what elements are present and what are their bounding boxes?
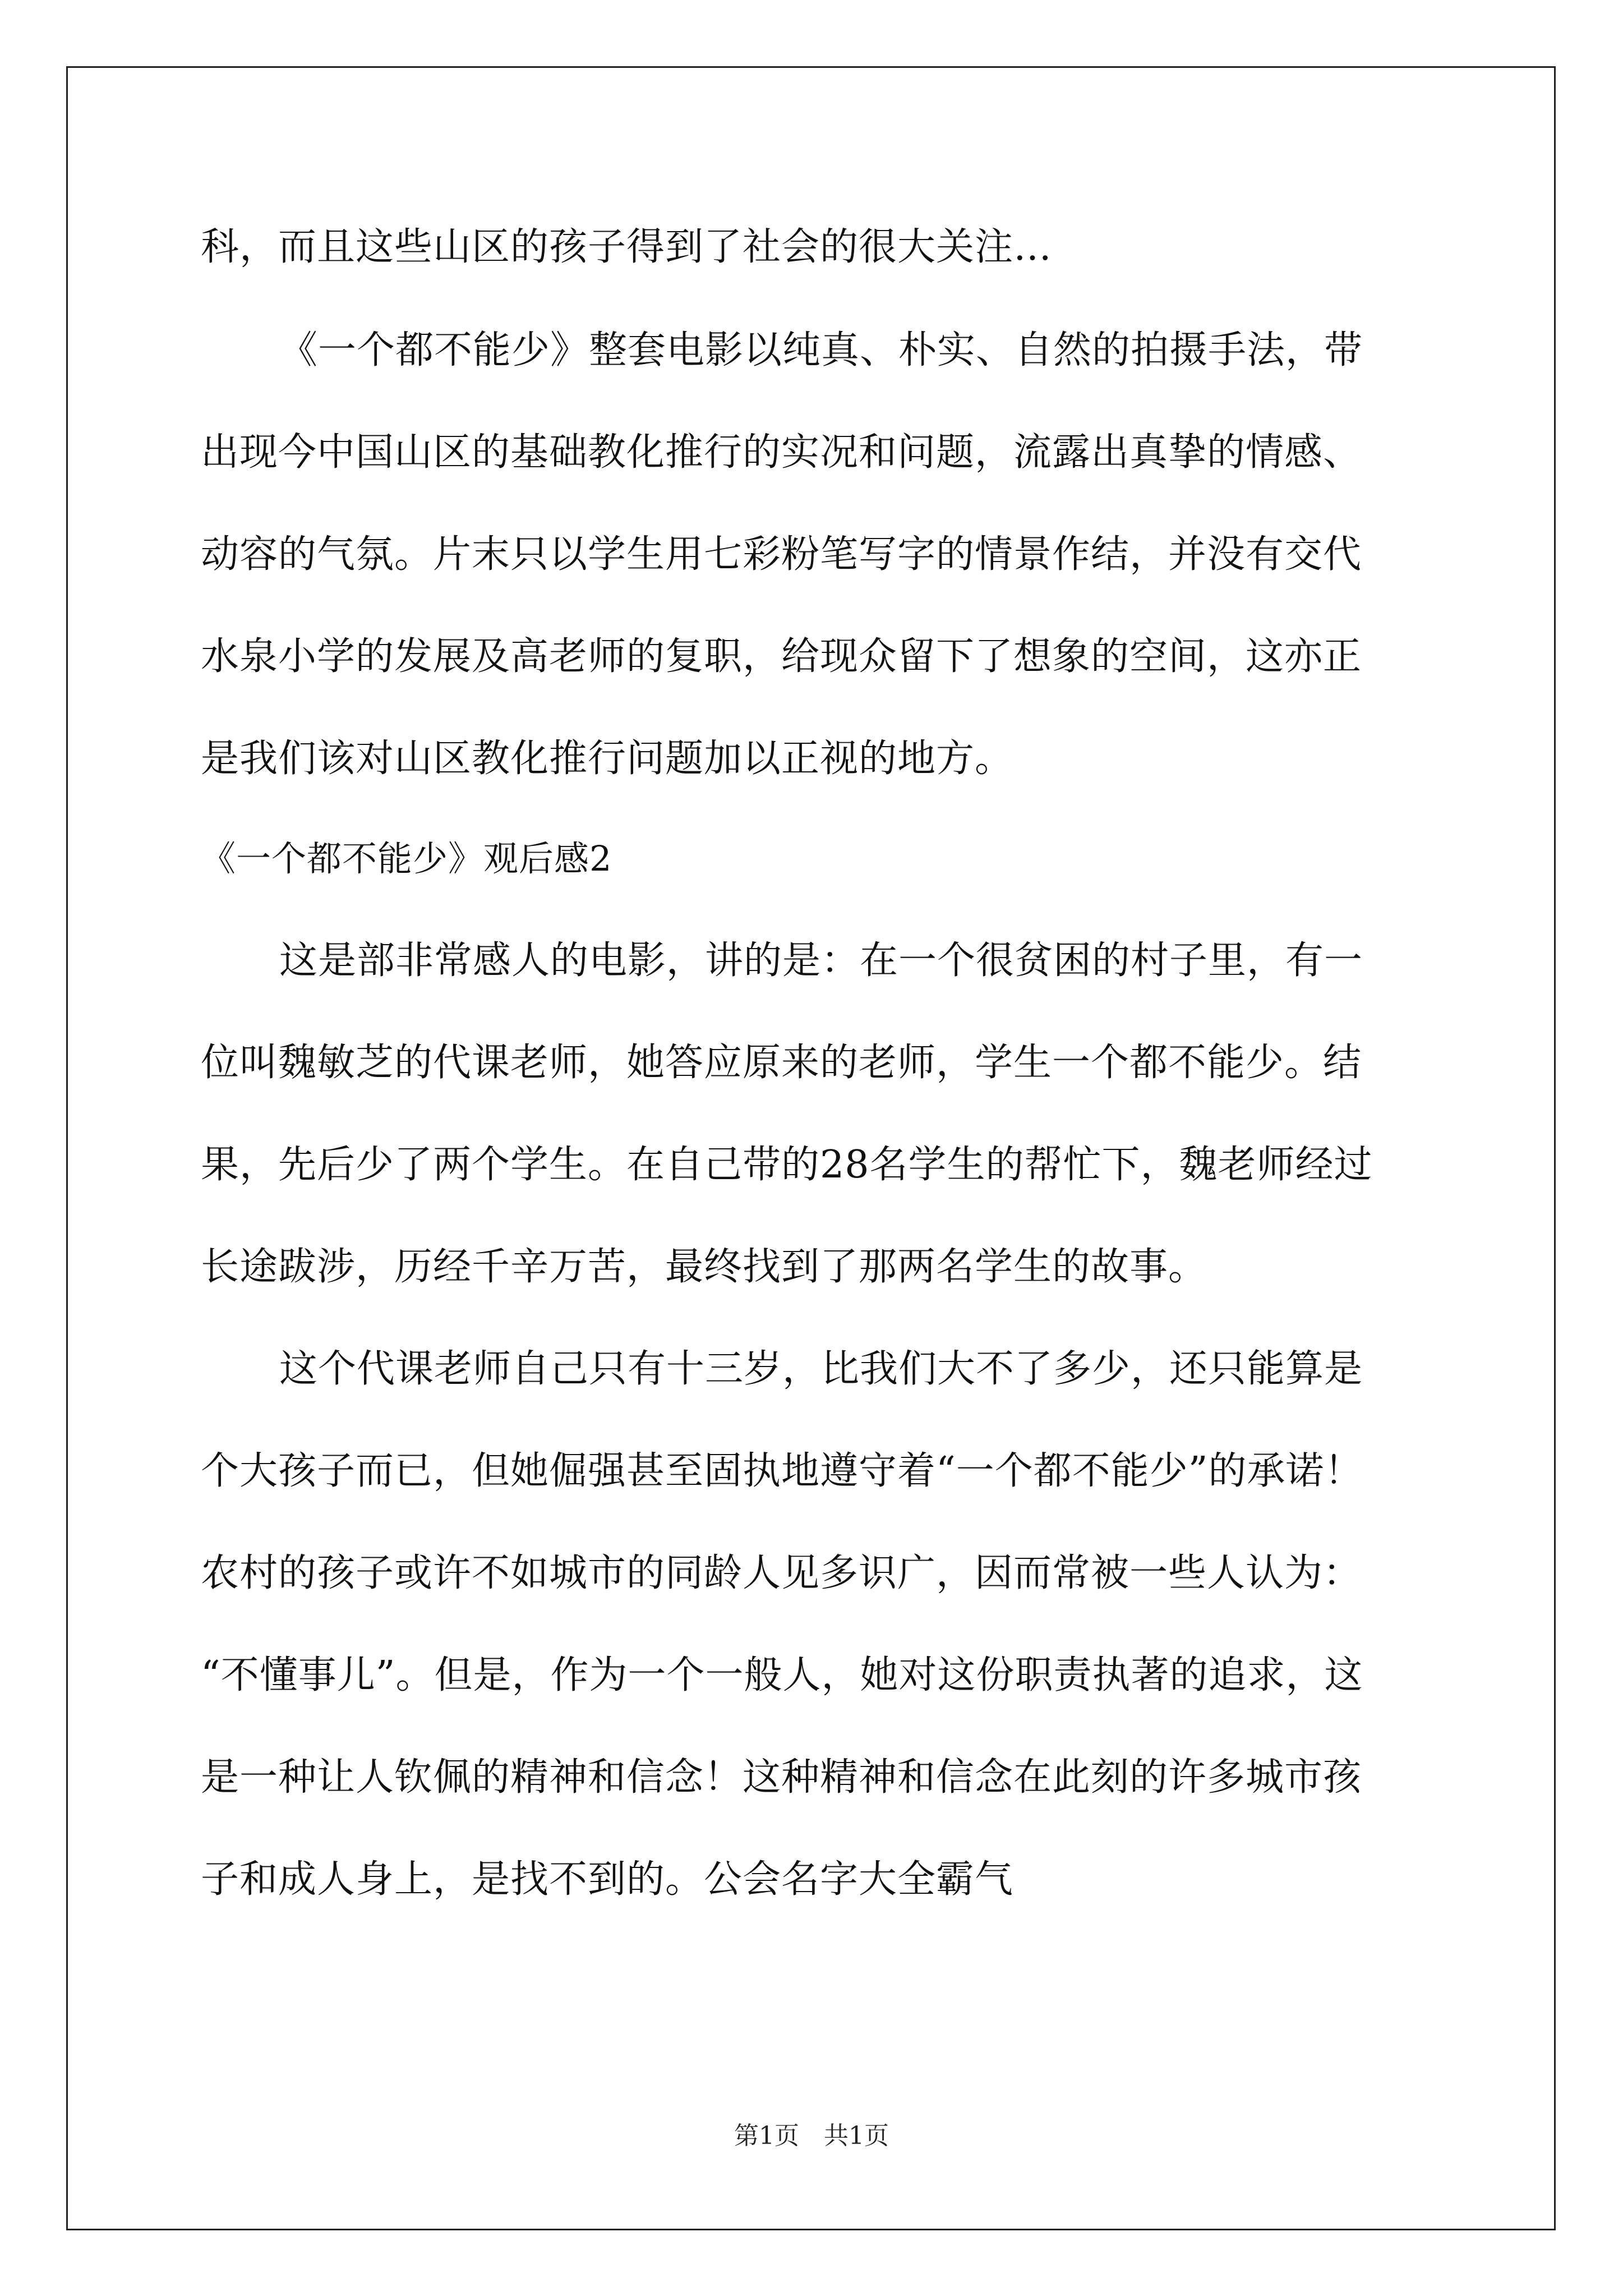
- paragraph-3-line-1: 这是部非常感人的电影，讲的是：在一个很贫困的村子里，有一: [279, 938, 1363, 983]
- paragraph-4-line-1: 这个代课老师自己只有十三岁，比我们大不了多少，还只能算是: [279, 1347, 1363, 1391]
- paragraph-4-line-4: “不懂事儿”。但是，作为一个一般人，她对这份职责执著的追求，这: [201, 1653, 1363, 1697]
- paragraph-2-line-4: 水泉小学的发展及高老师的复职，给现众留下了想象的空间，这亦正: [201, 634, 1362, 679]
- paragraph-4-line-3: 农村的孩子或许不如城市的同龄人见多识广，因而常被一些人认为：: [201, 1551, 1362, 1595]
- paragraph-2-line-1: 《一个都不能少》整套电影以纯真、朴实、自然的拍摄手法，带: [279, 328, 1363, 372]
- paragraph-2-line-5: 是我们该对山区教化推行问题加以正视的地方。: [201, 737, 1014, 781]
- paragraph-2-line-2: 出现今中国山区的基础教化推行的实况和问题，流露出真挚的情感、: [201, 430, 1362, 475]
- paragraph-3-line-3: 果，先后少了两个学生。在自己带的28名学生的帮忙下，魏老师经过: [201, 1143, 1373, 1187]
- paragraph-4-line-5: 是一种让人钦佩的精神和信念！这种精神和信念在此刻的许多城市孩: [201, 1755, 1362, 1800]
- section-heading: 《一个都不能少》观后感2: [201, 838, 612, 879]
- paragraph-4-line-6: 子和成人身上，是找不到的。公会名字大全霸气: [201, 1857, 1014, 1902]
- paragraph-3-line-4: 长途跋涉，历经千辛万苦，最终找到了那两名学生的故事。: [201, 1245, 1207, 1289]
- paragraph-1-line-1: 科，而且这些山区的孩子得到了社会的很大关注…: [201, 225, 1053, 269]
- page-footer: 第1页 共1页: [734, 2122, 889, 2150]
- paragraph-3-line-2: 位叫魏敏芝的代课老师，她答应原来的老师，学生一个都不能少。结: [201, 1041, 1362, 1085]
- paragraph-2-line-3: 动容的气氛。片末只以学生用七彩粉笔写字的情景作结，并没有交代: [201, 532, 1362, 577]
- paragraph-4-line-2: 个大孩子而已，但她倔强甚至固执地遵守着“一个都不能少”的承诺！: [201, 1449, 1363, 1493]
